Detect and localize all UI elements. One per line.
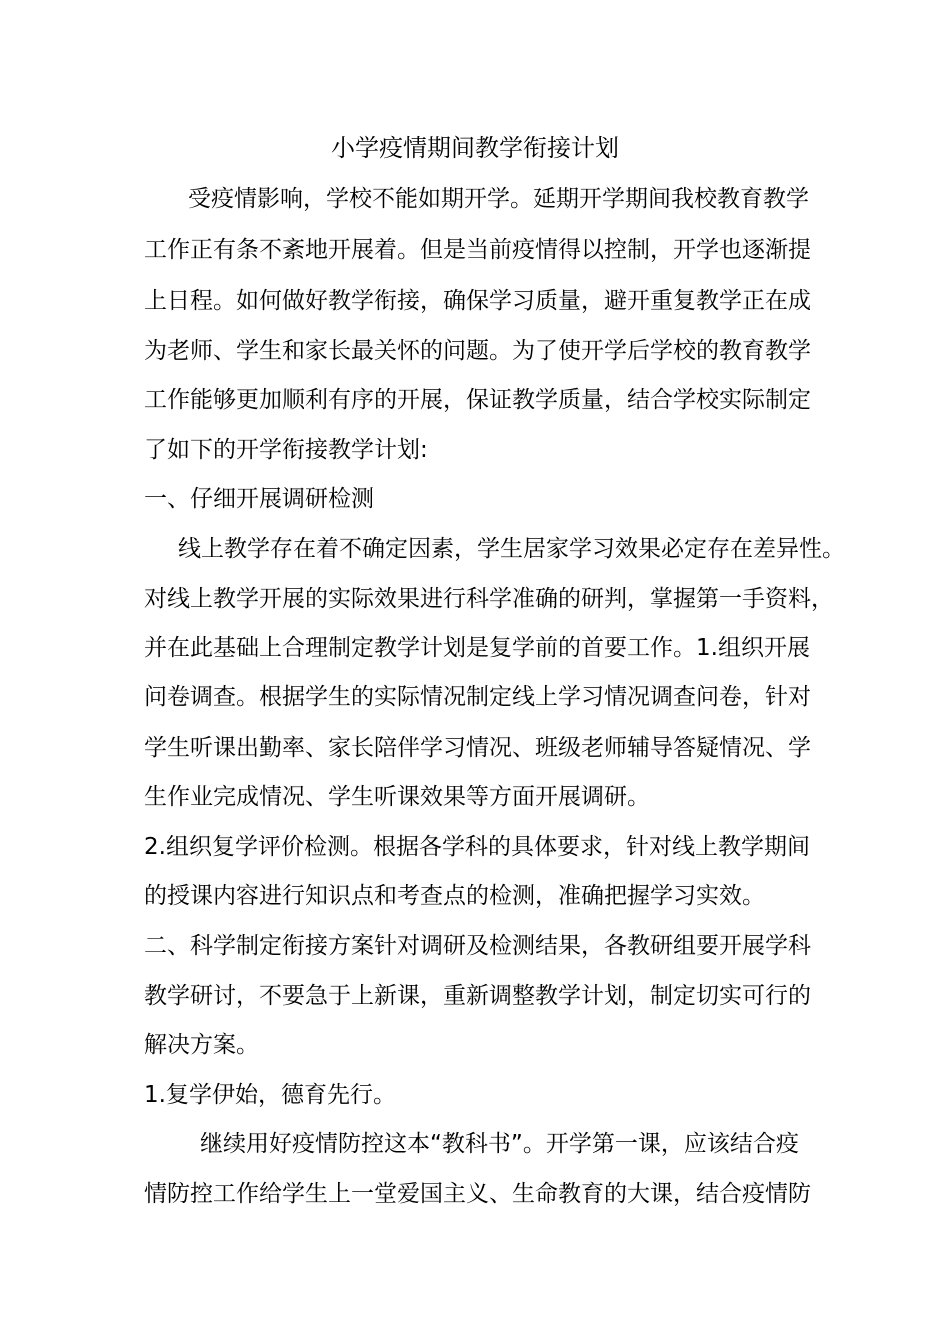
paragraph-line: 学生听课出勤率、家长陪伴学习情况、班级老师辅导答疑情况、学 xyxy=(144,735,811,761)
paragraph-line: 工作能够更加顺利有序的开展，保证教学质量，结合学校实际制定 xyxy=(144,387,811,413)
paragraph-line: 工作正有条不紊地开展着。但是当前疫情得以控制，开学也逐渐提 xyxy=(144,237,811,263)
document-title: 小学疫情期间教学衔接计划 xyxy=(331,134,619,162)
paragraph-line: 情防控工作给学生上一堂爱国主义、生命教育的大课，结合疫情防 xyxy=(144,1181,811,1207)
paragraph-line: 并在此基础上合理制定教学计划是复学前的首要工作。1.组织开展 xyxy=(144,635,810,661)
paragraph-line: 线上教学存在着不确定因素，学生居家学习效果必定存在差异性。 xyxy=(178,536,845,562)
paragraph-line: 对线上教学开展的实际效果进行科学准确的研判，掌握第一手资料， xyxy=(144,586,834,612)
subsection-heading: 1.复学伊始，德育先行。 xyxy=(144,1082,396,1108)
paragraph-line: 生作业完成情况、学生听课效果等方面开展调研。 xyxy=(144,784,650,810)
paragraph-line: 继续用好疫情防控这本“教科书”。开学第一课，应该结合疫 xyxy=(200,1131,799,1157)
paragraph-line: 问卷调查。根据学生的实际情况制定线上学习情况调查问卷，针对 xyxy=(144,684,811,710)
paragraph-line: 上日程。如何做好教学衔接，确保学习质量，避开重复教学正在成 xyxy=(144,288,811,314)
paragraph-line: 受疫情影响，学校不能如期开学。延期开学期间我校教育教学 xyxy=(188,186,809,212)
paragraph-line: 的授课内容进行知识点和考查点的检测，准确把握学习实效。 xyxy=(144,883,765,909)
paragraph-line: 教学研讨，不要急于上新课，重新调整教学计划，制定切实可行的 xyxy=(144,983,811,1009)
paragraph-line: 2.组织复学评价检测。根据各学科的具体要求，针对线上教学期间 xyxy=(144,834,810,860)
paragraph-line: 解决方案。 xyxy=(144,1032,259,1058)
section-heading: 一、仔细开展调研检测 xyxy=(144,486,374,512)
section-heading: 二、科学制定衔接方案针对调研及检测结果，各教研组要开展学科 xyxy=(144,933,811,959)
paragraph-line: 为老师、学生和家长最关怀的问题。为了使开学后学校的教育教学 xyxy=(144,338,811,364)
paragraph-line: 了如下的开学衔接教学计划: xyxy=(144,437,428,463)
